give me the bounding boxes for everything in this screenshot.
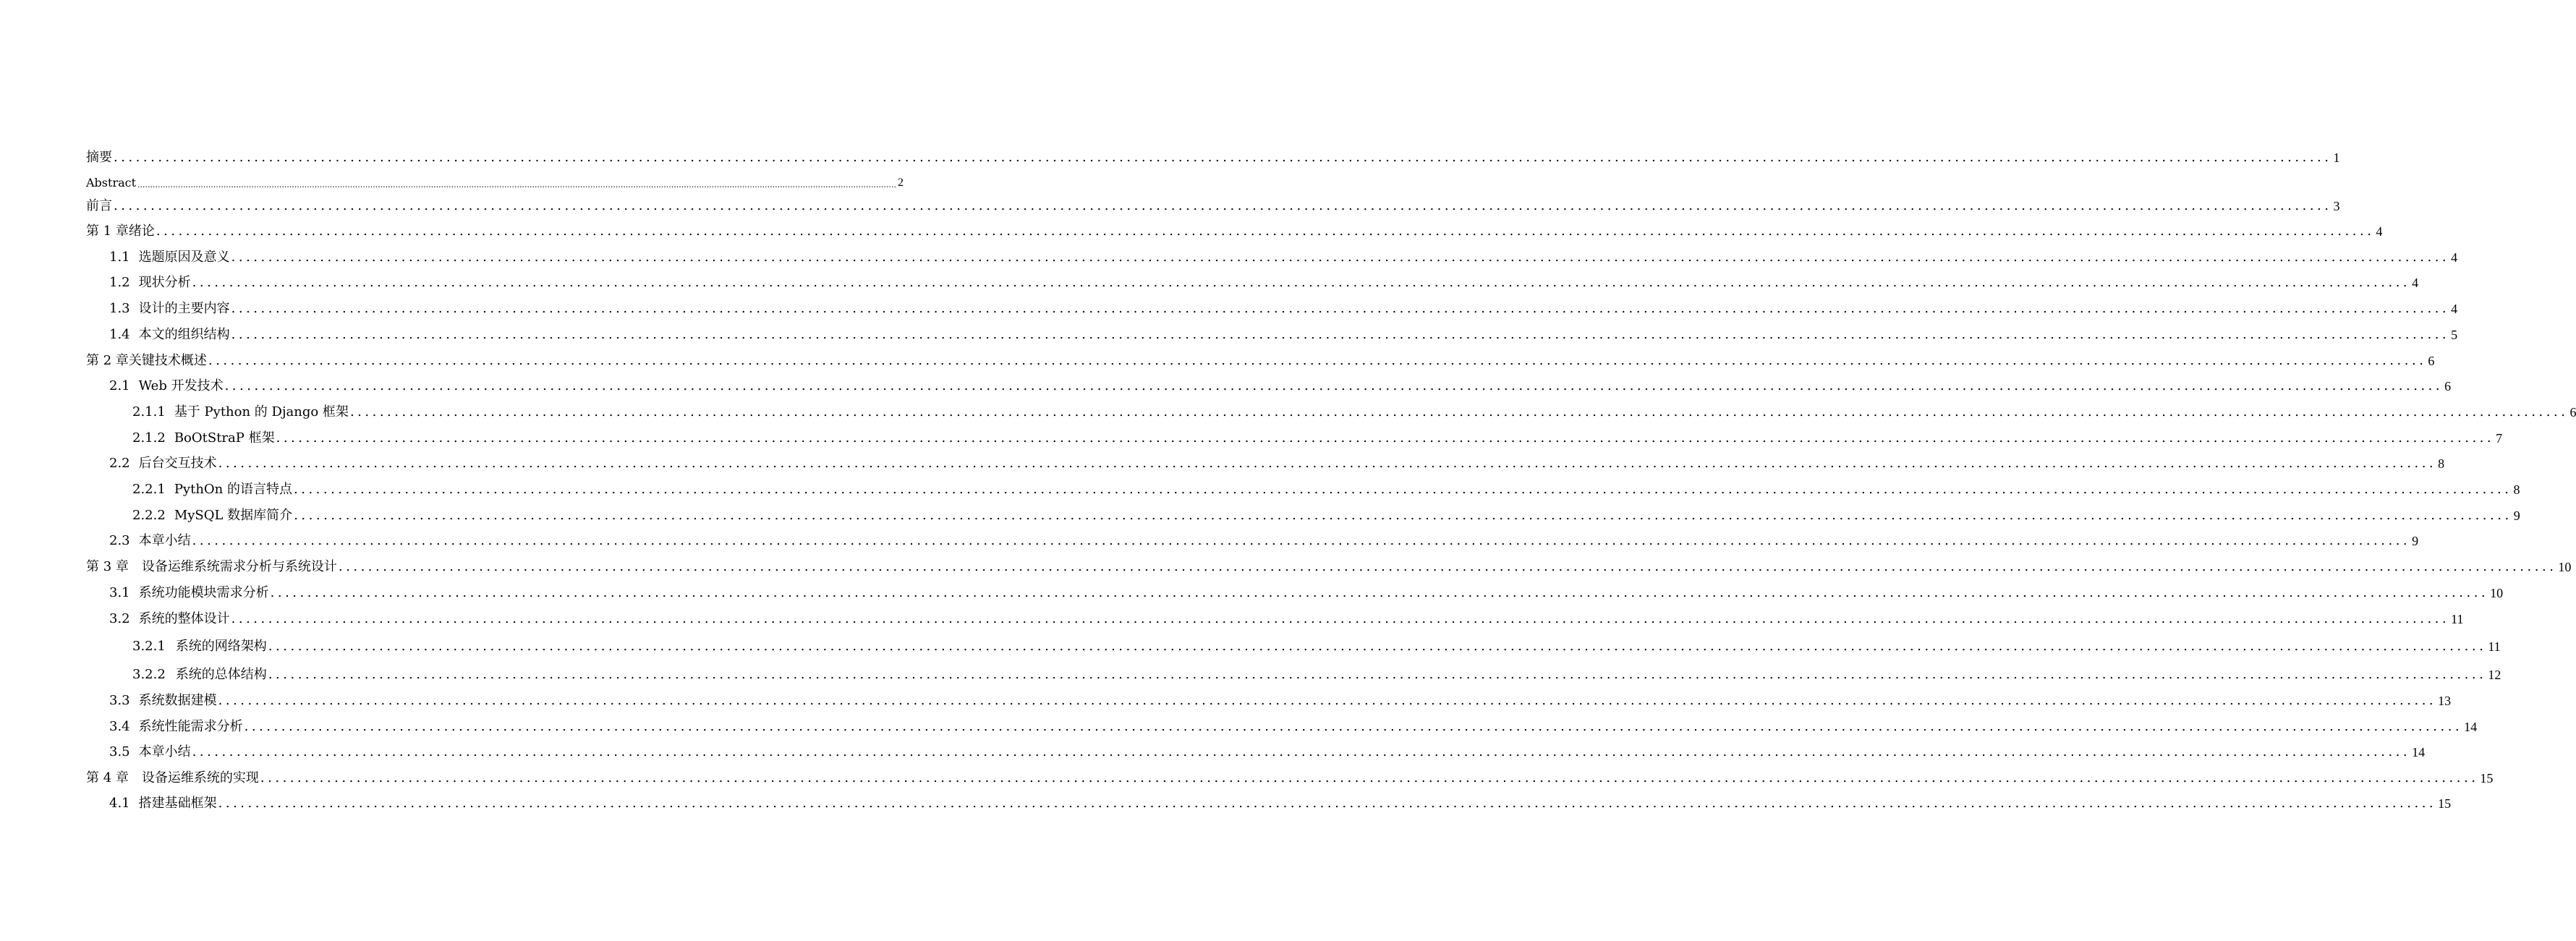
toc-entry[interactable] bbox=[0, 575, 2504, 600]
dot-leader: ............................................................................................................................................................................................................................................................................................................ bbox=[338, 559, 2557, 574]
toc-entry-number: 3.4 bbox=[109, 719, 130, 734]
toc-entry-number: 3.2 bbox=[109, 611, 130, 626]
toc-entry[interactable] bbox=[0, 164, 904, 190]
toc-entry-number: 1.2 bbox=[109, 275, 130, 290]
toc-entry-title: 设计的主要内容 bbox=[138, 301, 230, 316]
dot-leader: ............................................................................................................................................................................................................................................................................................................ bbox=[208, 353, 2427, 368]
toc-entry-page-number: 15 bbox=[2438, 796, 2452, 811]
toc-entry[interactable] bbox=[0, 472, 2520, 497]
toc-entry-title: 系统的网络架构 bbox=[175, 639, 267, 654]
toc-entry[interactable] bbox=[0, 291, 2458, 316]
dot-leader: ............................................................................................................................................................................................................................................................................................................ bbox=[270, 585, 2489, 600]
toc-entry-number: 1.1 bbox=[109, 250, 130, 265]
toc-entry-title: 后台交互技术 bbox=[138, 456, 217, 471]
toc-entry-title: BoOtStraP 框架 bbox=[174, 430, 275, 446]
toc-entry-number: 2.2.2 bbox=[132, 508, 166, 523]
toc-entry[interactable] bbox=[0, 683, 2452, 708]
toc-entry-title: 系统性能需求分析 bbox=[138, 719, 243, 734]
dot-leader: ............................................................................................................................................................................................................................................................................................................ bbox=[244, 719, 2463, 734]
toc-entry-title: 系统功能模块需求分析 bbox=[138, 585, 269, 600]
toc-entry-title: Web 开发技术 bbox=[138, 378, 224, 393]
toc-entry-page-number: 4 bbox=[2412, 276, 2419, 290]
toc-entry-page-number: 2 bbox=[898, 176, 904, 189]
toc-entry-title: 本章小结 bbox=[138, 533, 191, 548]
toc-entry-number: 3.3 bbox=[109, 693, 130, 708]
dot-leader: ............................................................................................................................................................................................................................................................................................................ bbox=[231, 327, 2450, 342]
toc-entry-number: 3.2.2 bbox=[132, 667, 166, 682]
dot-leader: ............................................................................................................................................................................................................................................................................................................ bbox=[218, 796, 2437, 811]
dot-leader: ............................................................................................................................................................................................................................................................................................................ bbox=[192, 533, 2411, 548]
toc-entry-page-number: 9 bbox=[2513, 508, 2520, 523]
toc-entry[interactable] bbox=[0, 188, 2340, 213]
dot-leader: ............................................................................................................................................................................................................................................................................................................ bbox=[294, 482, 2512, 497]
dot-leader: ............................................................................................................................................................................................................................................................................................................ bbox=[224, 378, 2444, 393]
toc-entry-title: 摘要 bbox=[86, 150, 112, 165]
toc-entry-title: 搭建基础框架 bbox=[138, 796, 217, 811]
toc-entry-title: 系统的总体结构 bbox=[175, 667, 267, 682]
dot-leader: ............................................................................................................................................................................................................................................................................................................ bbox=[231, 250, 2450, 265]
toc-entry[interactable] bbox=[0, 549, 2572, 574]
toc-entry-number: 4.1 bbox=[109, 796, 130, 811]
dot-leader: ............................................................................................................................................................................................................................................................................................................ bbox=[294, 508, 2512, 523]
dot-leader: ............................................................................................................................................................................................................................................................................................................ bbox=[268, 639, 2487, 654]
toc-entry[interactable] bbox=[0, 213, 2383, 239]
toc-entry-page-number: 6 bbox=[2428, 354, 2435, 368]
toc-entry-title: 本章小结 bbox=[138, 744, 191, 759]
toc-entry-title: 本文的组织结构 bbox=[138, 327, 230, 342]
toc-entry-title: PythOn 的语言特点 bbox=[174, 482, 292, 497]
toc-entry-number: 2.1.1 bbox=[132, 404, 166, 420]
toc-entry-page-number: 4 bbox=[2451, 302, 2458, 316]
toc-entry-title: 现状分析 bbox=[138, 275, 191, 290]
toc-entry-number: 1.3 bbox=[109, 301, 130, 316]
toc-entry[interactable] bbox=[0, 785, 2452, 811]
toc-entry-page-number: 4 bbox=[2451, 250, 2458, 265]
toc-entry-page-number: 1 bbox=[2333, 150, 2340, 165]
toc-entry[interactable] bbox=[0, 498, 2520, 523]
toc-entry-title: 设备运维系统的实现 bbox=[141, 770, 259, 785]
toc-entry[interactable] bbox=[0, 140, 2340, 165]
toc-entry-page-number: 8 bbox=[2438, 456, 2445, 471]
toc-entry[interactable] bbox=[0, 601, 2464, 626]
toc-entry-page-number: 11 bbox=[2488, 639, 2501, 654]
toc-entry-title: 选题原因及意义 bbox=[138, 250, 230, 265]
toc-entry[interactable] bbox=[0, 343, 2435, 368]
toc-entry-number: 3.2.1 bbox=[132, 639, 166, 654]
toc-entry-number: 第 3 章 bbox=[86, 559, 129, 574]
dot-leader: ............................................................................................................................................................................................................................................................................................................ bbox=[218, 456, 2437, 471]
toc-entry-page-number: 10 bbox=[2490, 586, 2504, 600]
dot-leader: ............................................................................................................................................................................................................................................................................................................ bbox=[137, 180, 896, 190]
toc-entry-page-number: 6 bbox=[2444, 379, 2452, 393]
toc-entry-page-number: 3 bbox=[2333, 199, 2340, 213]
toc-entry-title: MySQL 数据库简介 bbox=[174, 508, 293, 523]
dot-leader: ............................................................................................................................................................................................................................................................................................................ bbox=[276, 430, 2495, 446]
toc-entry-page-number: 13 bbox=[2438, 694, 2452, 708]
dot-leader: ............................................................................................................................................................................................................................................................................................................ bbox=[349, 404, 2569, 420]
toc-entry-number: 2.1 bbox=[109, 378, 130, 393]
toc-entry[interactable] bbox=[0, 523, 2419, 548]
dot-leader: ............................................................................................................................................................................................................................................................................................................ bbox=[114, 150, 2332, 165]
dot-leader: ............................................................................................................................................................................................................................................................................................................ bbox=[260, 770, 2479, 785]
toc-entry-number: 2.2.1 bbox=[132, 482, 166, 497]
dot-leader: ............................................................................................................................................................................................................................................................................................................ bbox=[231, 301, 2450, 316]
toc-entry-number: 2.3 bbox=[109, 533, 130, 548]
toc-entry-number: 2.1.2 bbox=[132, 430, 166, 446]
toc-entry-page-number: 8 bbox=[2513, 482, 2520, 497]
toc-entry-page-number: 7 bbox=[2496, 431, 2503, 446]
dot-leader: ............................................................................................................................................................................................................................................................................................................ bbox=[192, 275, 2411, 290]
toc-entry[interactable] bbox=[0, 394, 2576, 420]
toc-entry[interactable] bbox=[0, 629, 2501, 654]
toc-entry[interactable] bbox=[0, 420, 2503, 446]
toc-entry-number: 3.5 bbox=[109, 744, 130, 759]
toc-entry-title: 基于 Python 的 Django 框架 bbox=[174, 404, 349, 420]
toc-entry[interactable] bbox=[0, 239, 2458, 265]
toc-entry-number: 2.2 bbox=[109, 456, 130, 471]
toc-entry[interactable] bbox=[0, 760, 2494, 785]
toc-entry-title: Abstract bbox=[86, 176, 137, 190]
toc-entry-page-number: 6 bbox=[2569, 405, 2576, 420]
toc-entry-page-number: 14 bbox=[2464, 720, 2478, 734]
toc-entry-title: 第 1 章绪论 bbox=[86, 223, 155, 239]
dot-leader: ............................................................................................................................................................................................................................................................................................................ bbox=[231, 611, 2450, 626]
toc-entry-page-number: 11 bbox=[2451, 612, 2464, 626]
dot-leader: ............................................................................................................................................................................................................................................................................................................ bbox=[268, 667, 2487, 682]
toc-entry-title: 系统的整体设计 bbox=[138, 611, 230, 626]
dot-leader: ............................................................................................................................................................................................................................................................................................................ bbox=[218, 693, 2437, 708]
toc-entry[interactable] bbox=[0, 734, 2426, 759]
toc-entry-page-number: 4 bbox=[2376, 224, 2383, 239]
dot-leader: ............................................................................................................................................................................................................................................................................................................ bbox=[114, 198, 2332, 213]
toc-entry-title: 第 2 章关键技术概述 bbox=[86, 353, 207, 368]
toc-entry-page-number: 9 bbox=[2412, 534, 2419, 548]
toc-entry-page-number: 12 bbox=[2488, 668, 2501, 682]
toc-entry-number: 3.1 bbox=[109, 585, 130, 600]
toc-entry[interactable] bbox=[0, 657, 2501, 682]
toc-entry-title: 设备运维系统需求分析与系统设计 bbox=[141, 559, 337, 574]
toc-entry-page-number: 10 bbox=[2558, 560, 2572, 574]
toc-entry[interactable] bbox=[0, 368, 2452, 393]
toc-entry[interactable] bbox=[0, 709, 2478, 734]
dot-leader: ............................................................................................................................................................................................................................................................................................................ bbox=[192, 744, 2411, 759]
toc-entry[interactable] bbox=[0, 446, 2445, 471]
toc-entry-page-number: 14 bbox=[2412, 745, 2426, 759]
toc-entry-number: 第 4 章 bbox=[86, 770, 129, 785]
toc-entry-page-number: 15 bbox=[2480, 771, 2494, 785]
toc-entry-title: 前言 bbox=[86, 198, 112, 213]
toc-entry[interactable] bbox=[0, 265, 2419, 290]
toc-entry[interactable] bbox=[0, 317, 2458, 342]
toc-entry-number: 1.4 bbox=[109, 327, 130, 342]
toc-entry-page-number: 5 bbox=[2451, 328, 2458, 342]
toc-entry-title: 系统数据建模 bbox=[138, 693, 217, 708]
dot-leader: ............................................................................................................................................................................................................................................................................................................ bbox=[156, 223, 2375, 239]
